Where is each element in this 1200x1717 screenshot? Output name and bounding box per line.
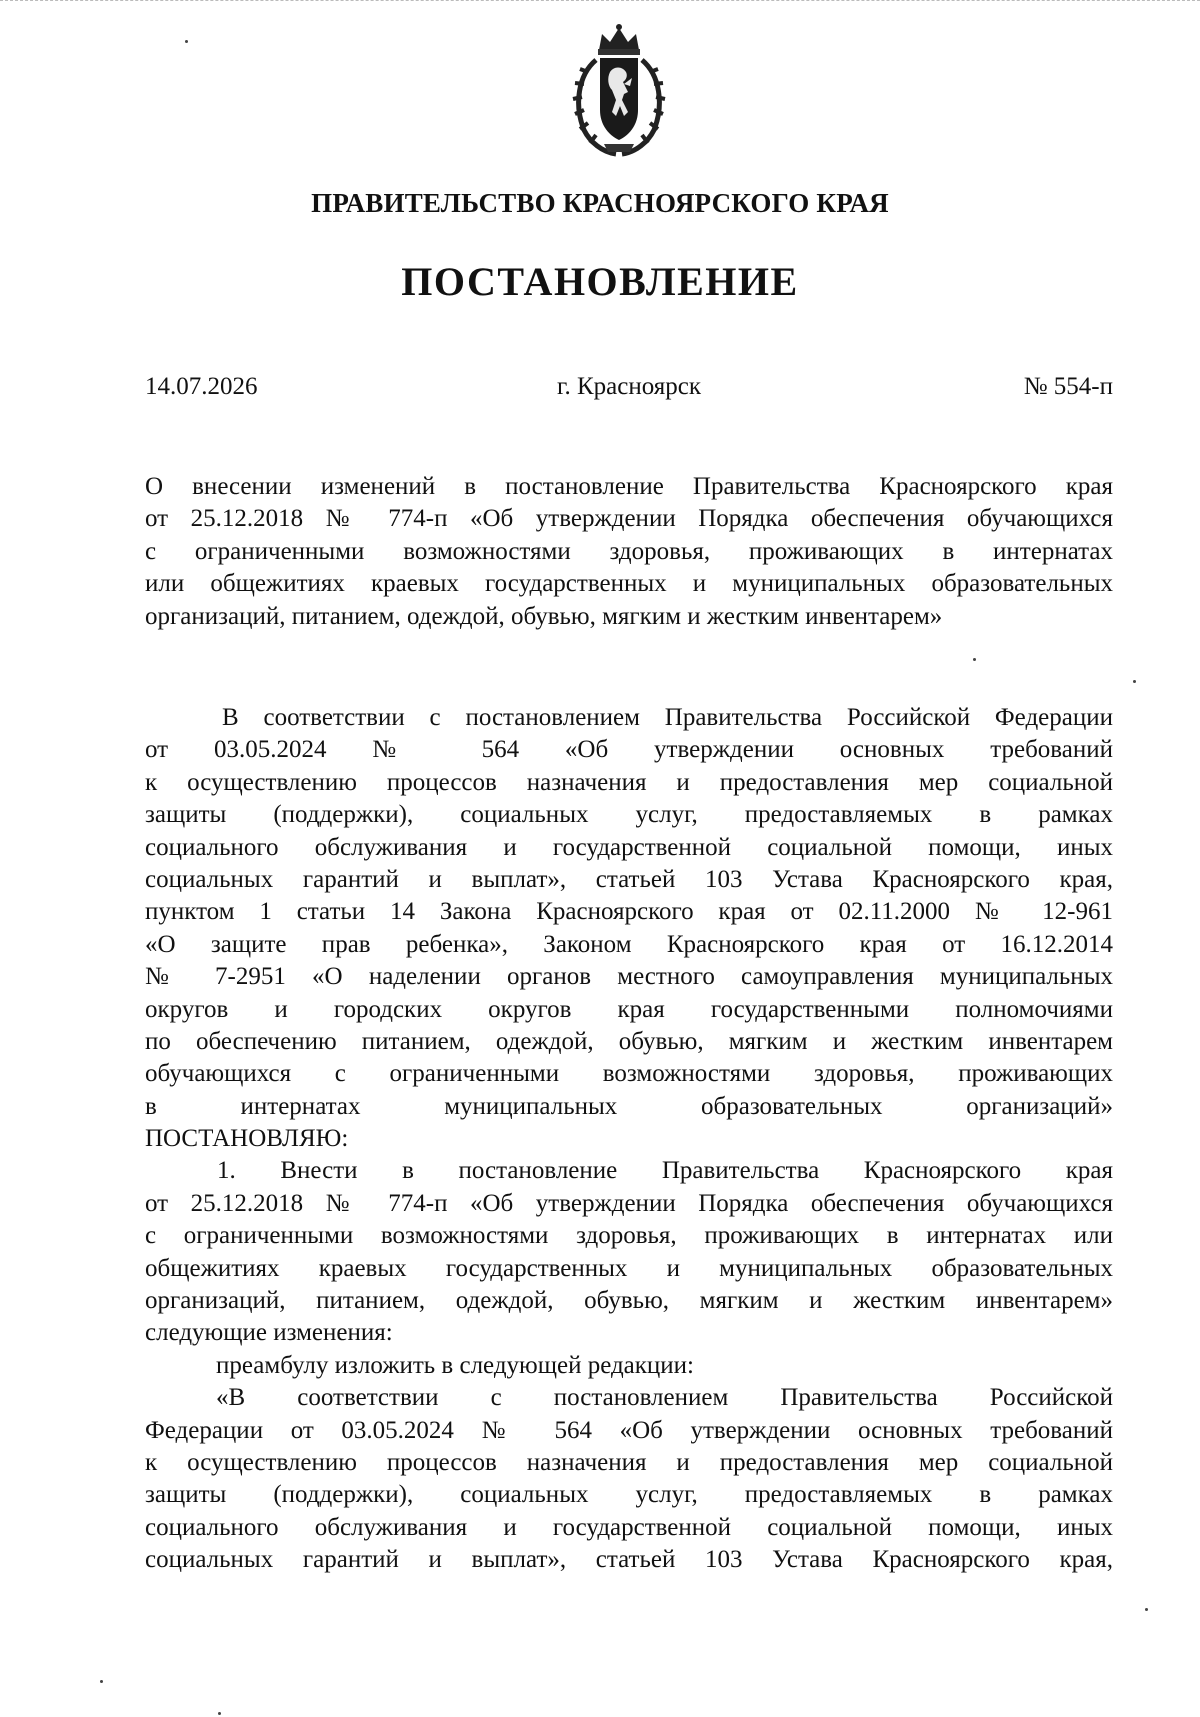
subject-line: с ограниченными возможностями здоровья, проживающих в интернатах bbox=[145, 537, 1113, 565]
body-line: к осуществлению процессов назначения и предоставления мер социальной bbox=[145, 768, 1113, 796]
scan-top-edge bbox=[0, 0, 1200, 3]
subject-line: О внесении изменений в постановление Правительства Красноярского края bbox=[145, 473, 1113, 500]
document-meta-row bbox=[145, 373, 1113, 407]
body-line: преамбулу изложить в следующей редакции: bbox=[216, 1351, 695, 1379]
scan-speck bbox=[218, 1712, 221, 1715]
document-body bbox=[145, 702, 1113, 1577]
body-line: к осуществлению процессов назначения и предоставления мер социальной bbox=[145, 1448, 1113, 1476]
body-line: от 03.05.2024 № 564 «Об утверждении основных требований bbox=[145, 736, 1113, 764]
body-line: обучающихся с ограниченными возможностями здоровья, проживающих bbox=[145, 1060, 1113, 1088]
body-line: 1. Внести в постановление Правительства Красноярского края bbox=[217, 1157, 1113, 1185]
organization-name: ПРАВИТЕЛЬСТВО КРАСНОЯРСКОГО КРАЯ bbox=[311, 188, 889, 218]
body-line: социальных гарантий и выплат», статьей 103 Устава Красноярского края, bbox=[145, 865, 1113, 893]
body-line: Федерации от 03.05.2024 № 564 «Об утверждении основных требований bbox=[145, 1416, 1113, 1444]
scan-speck bbox=[100, 1680, 103, 1683]
body-line: «О защите прав ребенка», Законом Красноярского края от 16.12.2014 bbox=[145, 930, 1113, 958]
body-line: социальных гарантий и выплат», статьей 103 Устава Красноярского края, bbox=[145, 1546, 1113, 1574]
scan-speck bbox=[1145, 1608, 1148, 1611]
document-number: № 554-п bbox=[1023, 373, 1113, 400]
scan-speck bbox=[185, 40, 188, 43]
document-type-title: ПОСТАНОВЛЕНИЕ bbox=[401, 259, 799, 304]
body-line: организаций, питанием, одеждой, обувью, мягким и жестким инвентарем» bbox=[145, 1287, 1113, 1315]
body-line: общежитиях краевых государственных и муниципальных образовательных bbox=[145, 1254, 1113, 1282]
body-line: по обеспечению питанием, одеждой, обувью, мягким и жестким инвентарем bbox=[145, 1027, 1113, 1055]
body-line: пунктом 1 статьи 14 Закона Красноярского края от 02.11.2000 № 12-961 bbox=[145, 898, 1113, 926]
resolution-keyword: ПОСТАНОВЛЯЮ: bbox=[145, 1125, 349, 1153]
document-subject bbox=[145, 471, 1113, 633]
body-line: В соответствии с постановлением Правительства Российской Федерации bbox=[222, 704, 1113, 731]
body-line: следующие изменения: bbox=[145, 1319, 393, 1347]
subject-line: или общежитиях краевых государственных и муниципальных образовательных bbox=[145, 570, 1113, 598]
body-line: социального обслуживания и государственной социальной помощи, иных bbox=[145, 1513, 1113, 1541]
body-line: от 25.12.2018 № 774-п «Об утверждении Порядка обеспечения обучающихся bbox=[145, 1189, 1113, 1217]
body-line: защиты (поддержки), социальных услуг, предоставляемых в рамках bbox=[145, 801, 1113, 829]
scan-speck bbox=[973, 658, 976, 661]
body-line: социального обслуживания и государственной социальной помощи, иных bbox=[145, 833, 1113, 861]
krasnoyarsk-krai-coat-of-arms-icon bbox=[566, 20, 672, 160]
body-line: защиты (поддержки), социальных услуг, предоставляемых в рамках bbox=[145, 1481, 1113, 1509]
body-line: с ограниченными возможностями здоровья, проживающих в интернатах или bbox=[145, 1222, 1113, 1250]
scan-speck bbox=[1133, 680, 1136, 683]
document-city: г. Красноярск bbox=[557, 373, 701, 400]
subject-line: организаций, питанием, одеждой, обувью, мягким и жестким инвентарем» bbox=[145, 602, 943, 630]
document-date: 14.07.2026 bbox=[145, 373, 258, 400]
subject-line: от 25.12.2018 № 774-п «Об утверждении Порядка обеспечения обучающихся bbox=[145, 505, 1113, 533]
body-line: округов и городских округов края государственными полномочиями bbox=[145, 995, 1113, 1023]
body-line: № 7-2951 «О наделении органов местного самоуправления муниципальных bbox=[145, 963, 1113, 991]
body-line: «В соответствии с постановлением Правительства Российской bbox=[216, 1384, 1113, 1412]
body-line: в интернатах муниципальных образовательных организаций» bbox=[145, 1092, 1113, 1120]
